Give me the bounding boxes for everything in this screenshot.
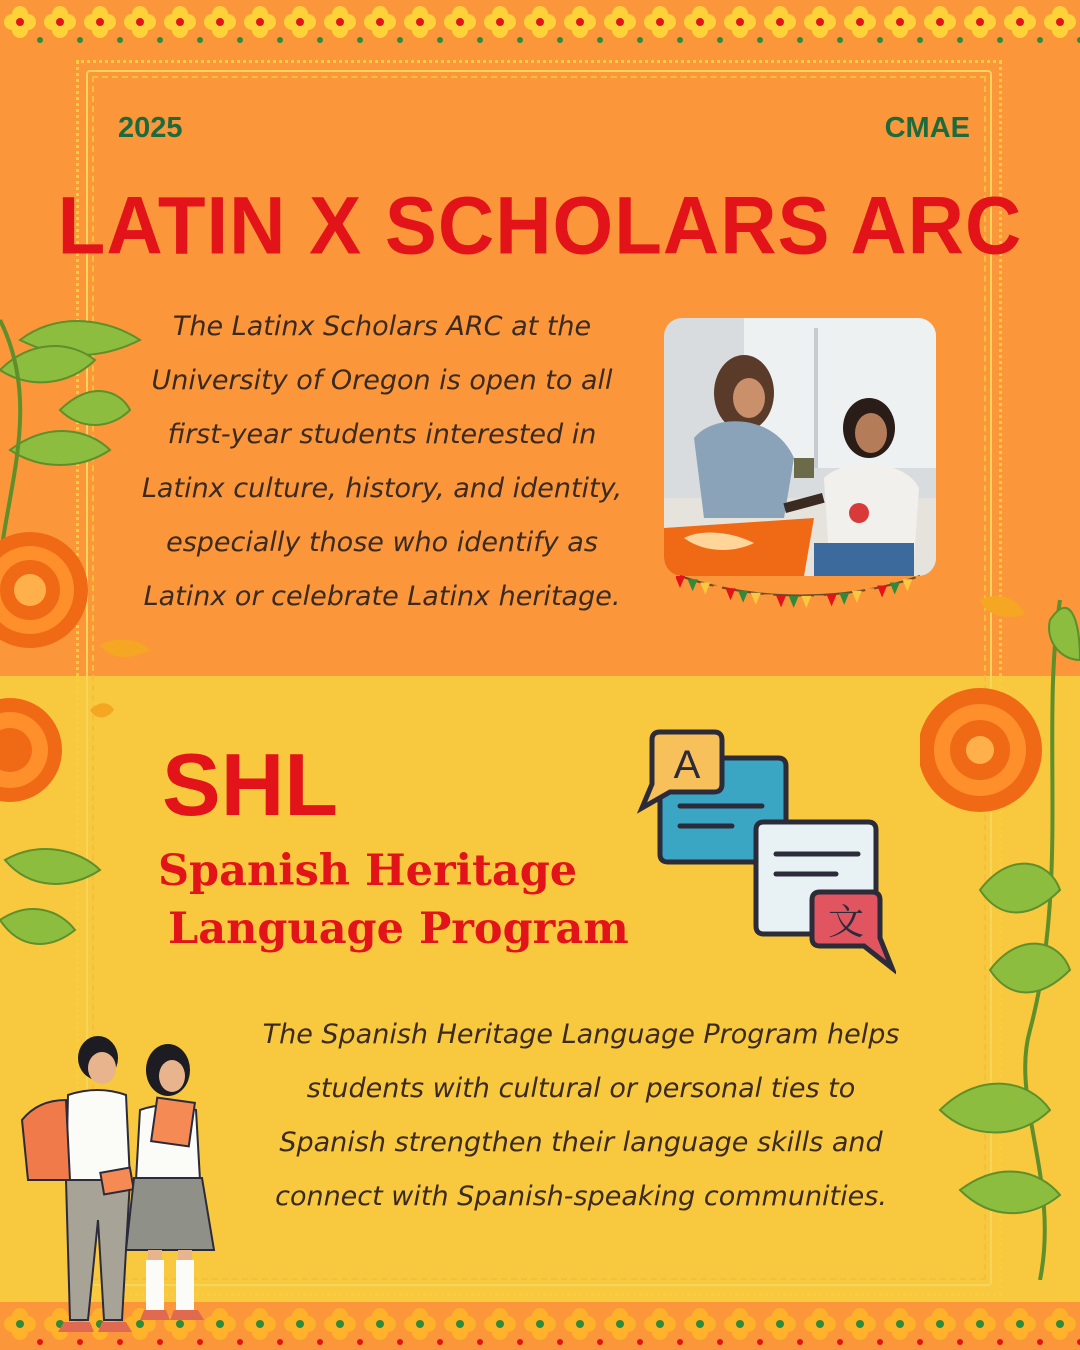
garland-flag bbox=[890, 582, 900, 594]
org-label: CMAE bbox=[884, 112, 970, 144]
garland-flag bbox=[839, 593, 849, 605]
garland-flag bbox=[877, 586, 887, 598]
garland-flag bbox=[713, 586, 723, 598]
shl-heading: SHL bbox=[162, 735, 338, 834]
students-illustration bbox=[18, 1030, 248, 1340]
intro-line: Latinx or celebrate Latinx heritage. bbox=[143, 581, 621, 612]
shl-desc-line: The Spanish Heritage Language Program helps bbox=[262, 1019, 900, 1050]
garland-flag bbox=[738, 591, 748, 603]
garland-flag bbox=[751, 593, 761, 605]
shl-name-line: Language Program bbox=[168, 904, 629, 954]
intro-paragraph bbox=[112, 300, 652, 624]
garland-flag bbox=[700, 582, 710, 594]
garland-flag bbox=[763, 594, 773, 606]
papel-picado-garland bbox=[676, 572, 924, 618]
intro-line: first-year students interested in bbox=[167, 419, 597, 450]
right-marigold-decoration bbox=[920, 580, 1080, 1280]
translate-letter-a: A bbox=[673, 743, 701, 787]
garland-flag bbox=[902, 579, 912, 591]
garland-flag bbox=[814, 595, 824, 607]
intro-line: Latinx culture, history, and identity, bbox=[141, 473, 623, 504]
shl-desc-line: Spanish strengthen their language skills and bbox=[279, 1127, 883, 1158]
garland-flag bbox=[776, 595, 786, 607]
garland-flag bbox=[789, 596, 799, 608]
shl-desc-line: students with cultural or personal ties to bbox=[306, 1073, 856, 1104]
garland-flag bbox=[801, 596, 811, 608]
garland-flag bbox=[676, 576, 685, 588]
intro-line: The Latinx Scholars ARC at the bbox=[172, 311, 592, 342]
shl-name-line: Spanish Heritage bbox=[158, 846, 578, 896]
page-title: LATIN X SCHOLARS ARC bbox=[57, 178, 1023, 272]
garland-flag bbox=[726, 588, 736, 600]
garland-flag bbox=[915, 576, 924, 588]
garland-flag bbox=[864, 588, 874, 600]
shl-description bbox=[236, 1008, 926, 1224]
garland-flag bbox=[852, 591, 862, 603]
garland-flag bbox=[827, 594, 837, 606]
translate-letter-zh: 文 bbox=[827, 902, 865, 943]
intro-line: University of Oregon is open to all bbox=[151, 365, 613, 396]
garland-flag bbox=[688, 579, 698, 591]
shl-program-name bbox=[158, 842, 629, 958]
intro-line: especially those who identify as bbox=[166, 527, 598, 558]
translate-icon bbox=[636, 726, 896, 976]
top-flower-border bbox=[0, 0, 1080, 48]
photo-students bbox=[664, 318, 936, 576]
year-label: 2025 bbox=[118, 112, 183, 144]
shl-desc-line: connect with Spanish-speaking communities. bbox=[275, 1181, 887, 1212]
